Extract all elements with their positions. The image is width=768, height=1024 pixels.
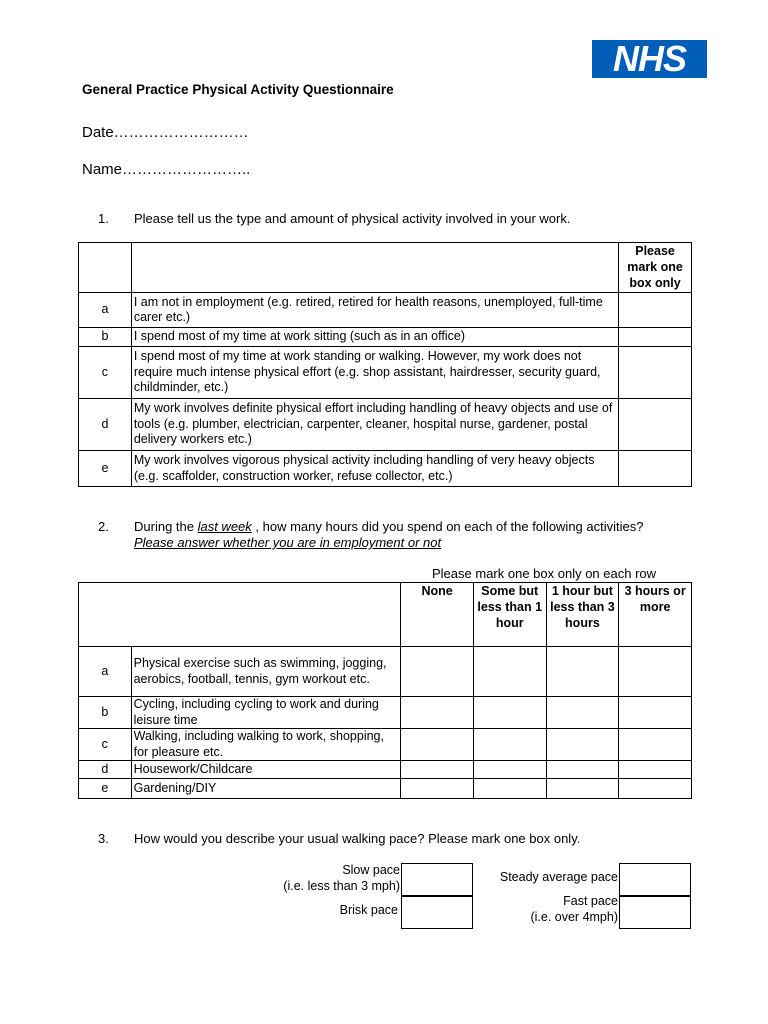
q3-number: 3. [98,831,109,846]
answer-box[interactable] [546,729,619,761]
answer-box[interactable] [546,697,619,729]
row-letter: a [79,647,132,697]
row-text: Housework/Childcare [131,761,401,779]
answer-box[interactable] [473,729,546,761]
table-row [79,328,692,347]
q2-subtext: Please answer whether you are in employment or not [134,535,442,550]
answer-box[interactable] [546,779,619,799]
row-letter: c [79,729,132,761]
col-header-1-3: 1 hour but less than 3 hours [546,583,619,647]
row-letter: c [79,347,132,399]
q1-header-blank [131,243,618,293]
q1-table [78,242,692,487]
table-row [79,293,692,328]
q2-table [78,582,692,799]
answer-box[interactable] [619,451,692,487]
q3-text: How would you describe your usual walking pace? Please mark one box only. [134,831,581,846]
q1-mark-header: Please mark one box only [619,243,692,293]
answer-box[interactable] [619,347,692,399]
row-letter: b [79,328,132,347]
slow-pace-detail: (i.e. less than 3 mph) [283,878,400,893]
col-header-some: Some but less than 1 hour [473,583,546,647]
q2-text-emphasis: last week [197,519,252,534]
table-row [79,347,692,399]
row-letter: e [79,451,132,487]
q1-text: Please tell us the type and amount of physical activity involved in your work. [134,211,571,226]
fast-pace-label [470,894,618,925]
row-letter: d [79,761,132,779]
q2-text-post: , how many hours did you spend on each of the following activities? [251,519,644,534]
slow-pace-box[interactable] [401,863,473,897]
answer-box[interactable] [619,761,692,779]
row-text: I spend most of my time at work standing or walking. However, my work does not require much intense physical effort (e.g. shop assistant, hairdresser, security guard, childminder, etc.) [131,347,618,399]
fast-pace-detail: (i.e. over 4mph) [530,909,618,924]
answer-box[interactable] [401,647,474,697]
table-row [79,729,692,761]
answer-box[interactable] [401,729,474,761]
row-letter: a [79,293,132,328]
answer-box[interactable] [473,697,546,729]
table-row [79,761,692,779]
row-letter: e [79,779,132,799]
q2-header-blank [79,583,401,647]
table-row [79,697,692,729]
answer-box[interactable] [619,399,692,451]
answer-box[interactable] [619,293,692,328]
col-header-none: None [401,583,474,647]
answer-box[interactable] [619,729,692,761]
brisk-pace-label: Brisk pace [339,903,398,917]
q2-number: 2. [98,519,109,534]
steady-pace-label: Steady average pace [499,870,618,884]
q1-number: 1. [98,211,109,226]
answer-box[interactable] [546,647,619,697]
answer-box[interactable] [619,647,692,697]
table-row [79,647,692,697]
fast-pace-box[interactable] [619,895,691,929]
row-text: Physical exercise such as swimming, jogging, aerobics, football, tennis, gym workout etc. [131,647,401,697]
answer-box[interactable] [546,761,619,779]
row-text: My work involves vigorous physical activity including handling of very heavy objects (e.g. scaffolder, construction worker, refuse collector, etc.) [131,451,618,487]
answer-box[interactable] [401,697,474,729]
date-field[interactable]: Date……………………… [82,124,249,141]
fast-pace-text: Fast pace [563,894,618,908]
row-text: Gardening/DIY [131,779,401,799]
row-text: My work involves definite physical effort including handling of heavy objects and use of tools (e.g. plumber, electrician, carpenter, cleaner, hospital nurse, gardener, postal delivery workers etc.) [131,399,618,451]
slow-pace-label [250,863,400,894]
q2-text-pre: During the [134,519,198,534]
nhs-logo: NHS [592,40,707,78]
row-letter: b [79,697,132,729]
steady-pace-box[interactable] [619,863,691,897]
answer-box[interactable] [473,647,546,697]
table-row [79,451,692,487]
answer-box[interactable] [619,779,692,799]
answer-box[interactable] [473,779,546,799]
q2-text [134,519,643,534]
answer-box[interactable] [619,697,692,729]
row-text: I am not in employment (e.g. retired, retired for health reasons, unemployed, full-time carer etc.) [131,293,618,328]
answer-box[interactable] [473,761,546,779]
name-field[interactable]: Name…………………….. [82,161,251,178]
brisk-pace-box[interactable] [401,895,473,929]
row-text: Walking, including walking to work, shopping, for pleasure etc. [131,729,401,761]
row-text: I spend most of my time at work sitting (such as in an office) [131,328,618,347]
table-row [79,399,692,451]
answer-box[interactable] [401,779,474,799]
q1-header-blank [79,243,132,293]
page-title: General Practice Physical Activity Questionnaire [82,82,394,97]
q2-instruction: Please mark one box only on each row [432,566,657,581]
row-text: Cycling, including cycling to work and during leisure time [131,697,401,729]
row-letter: d [79,399,132,451]
slow-pace-text: Slow pace [342,863,400,877]
table-row [79,779,692,799]
answer-box[interactable] [619,328,692,347]
col-header-3plus: 3 hours or more [619,583,692,647]
answer-box[interactable] [401,761,474,779]
